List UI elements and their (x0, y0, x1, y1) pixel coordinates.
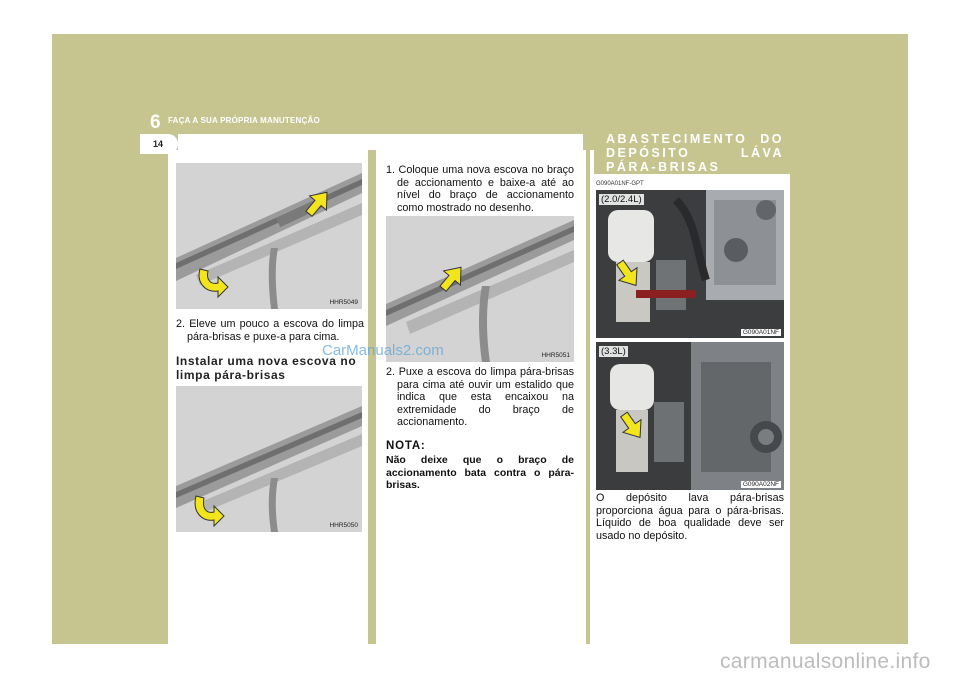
photo-code: G090A01NF (742, 329, 779, 336)
variant-label: (2.0/2.4L) (601, 194, 642, 205)
header-band (178, 134, 583, 150)
figure-wiper-attach (386, 216, 574, 362)
photo-engine-3-3 (596, 342, 784, 490)
note-body: Não deixe que o braço de accionamento bata contra o pára-brisas. (386, 454, 574, 492)
section-heading-install: Instalar uma nova escova no limpa pára-brisas (176, 354, 357, 382)
step-1-middle: 1. Coloque uma nova escova no braço de accionamento e baixe-a até ao nível do braço de accionamento como mostrado no desenho. (386, 164, 574, 214)
note-title: NOTA: (386, 440, 426, 452)
page-number: 14 (153, 139, 164, 149)
wiper-illustration (386, 216, 574, 362)
photo-engine-2-0 (596, 190, 784, 338)
watermark-carmanuals: CarManuals2.com (322, 342, 444, 359)
figure-wiper-install (176, 386, 362, 532)
wiper-illustration (176, 386, 362, 532)
figure-code: HHR5049 (329, 299, 358, 306)
step-2-left: 2. Eleve um pouco a escova do limpa pára-brisas e puxe-a para cima. (176, 318, 364, 343)
photo-code: G090A02NF (742, 481, 779, 488)
body-text: O depósito lava pára-brisas proporciona água para o pára-brisas. Líquido de boa qualidade deve ser usado no depósito. (596, 492, 784, 542)
variant-label: (3.3L) (601, 346, 626, 357)
section-title: ABASTECIMENTO DO DEPÓSITO LÁVA PÁRA-BRISAS (606, 132, 784, 174)
wiper-illustration (176, 163, 362, 309)
section-code: G090A01NF-GPT (596, 181, 644, 187)
chapter-title: FAÇA A SUA PRÓPRIA MANUTENÇÃO (168, 116, 320, 125)
figure-code: HHR5051 (541, 352, 570, 359)
figure-wiper-remove (176, 163, 362, 309)
figure-code: HHR5050 (329, 522, 358, 529)
engine-bay-photo (596, 190, 784, 338)
watermark-site: carmanualsonline.info (720, 650, 931, 673)
chapter-number: 6 (150, 112, 161, 133)
engine-bay-photo (596, 342, 784, 490)
step-2-middle: 2. Puxe a escova do limpa pára-brisas para cima até ouvir um estalido que indica que esta encaixou na extremidade do braço de accionamento. (386, 366, 574, 429)
